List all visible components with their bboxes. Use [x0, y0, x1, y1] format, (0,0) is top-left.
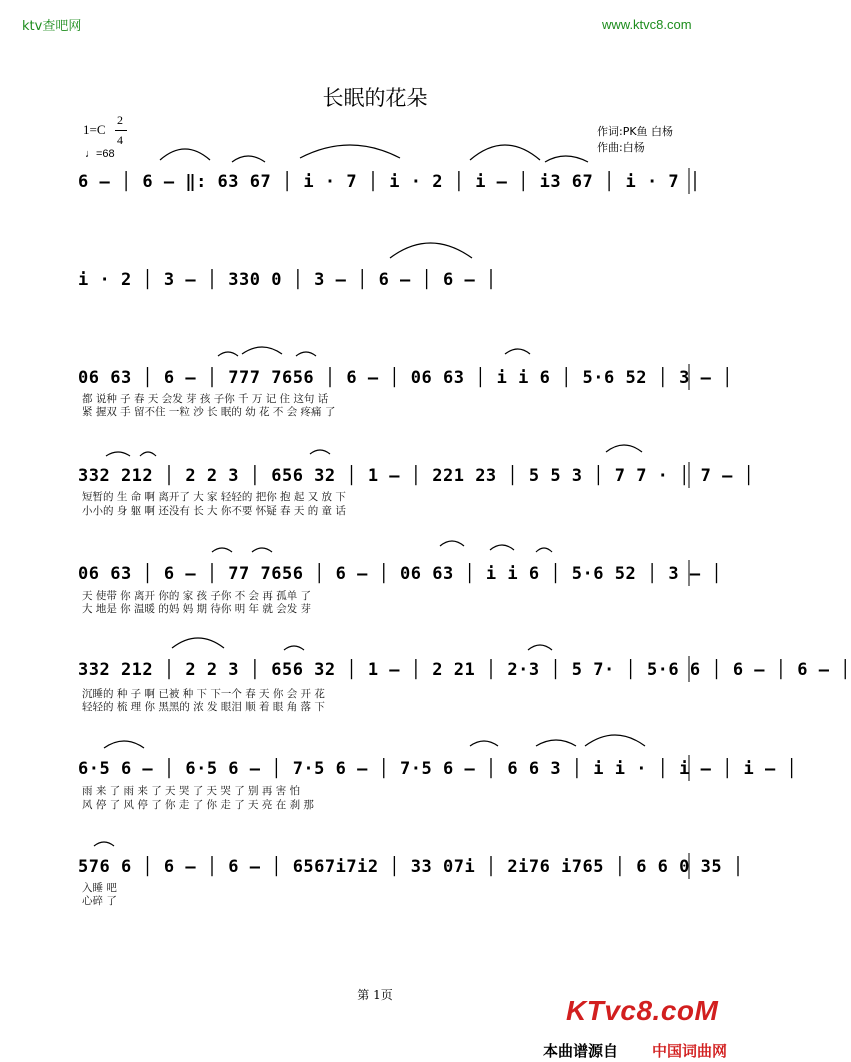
- page-number: 第 1页: [357, 988, 393, 1002]
- watermark-left: ktv查吧网: [22, 19, 82, 34]
- lyric-line-3b: 紧 握双 手 留不住 一粒 沙 长 眠的 幼 花 不 会 疼痛 了: [82, 406, 336, 418]
- time-signature-bottom: 4: [117, 133, 123, 147]
- lyric-line-6a: 沉睡的 种 子 啊 已被 种 下 下一个 春 天 你 会 开 花: [82, 688, 325, 700]
- time-signature-top: 2: [117, 113, 123, 127]
- notation-line-8: 576 6 │ 6 – │ 6 – │ 6567i7i2 │ 33 07i │ 2i76 i765 │ 6 6 0 35 │: [78, 857, 744, 877]
- notation-line-5: 06 63 │ 6 – │ 77 7656 │ 6 – │ 06 63 │ i i 6 │ 5·6 52 │ 3 – │: [78, 564, 723, 584]
- lyric-line-5b: 大 地是 你 温暖 的妈 妈 期 待你 明 年 就 会发 芽: [82, 603, 312, 615]
- footer-source-label: 本曲谱源自: [543, 1042, 619, 1060]
- lyric-line-6b: 轻轻的 梳 理 你 黑黑的 浓 发 眼泪 顺 着 眼 角 落 下: [82, 701, 325, 713]
- notation-line-7: 6·5 6 – │ 6·5 6 – │ 7·5 6 – │ 7·5 6 – │ 6 6 3 │ i i · │ i – │ i – │: [78, 759, 798, 779]
- notation-line-6: 332 212 │ 2 2 3 │ 656 32 │ 1 – │ 2 21 │ 2·3 │ 5 7· │ 5·6 6 │ 6 – │ 6 – │: [78, 660, 851, 680]
- lyricist-credit: 作词:PK鱼 白杨: [597, 125, 674, 138]
- lyric-line-8b: 心碎 了: [82, 895, 117, 907]
- ktvc8-logo: [566, 995, 718, 1029]
- lyric-line-8a: 入睡 吧: [82, 882, 117, 894]
- lyric-line-4b: 小小的 身 躯 啊 还没有 长 大 你不要 怀疑 春 天 的 童 话: [82, 505, 346, 517]
- composer-credit: 作曲:白杨: [597, 141, 645, 154]
- lyric-line-5a: 天 使带 你 离开 你的 家 孩 子你 不 会 再 孤单 了: [82, 590, 312, 602]
- lyric-line-7a: 雨 来 了 雨 来 了 天 哭 了 天 哭 了 别 再 害 怕: [82, 785, 301, 797]
- notation-line-2: i · 2 │ 3 – │ 330 0 │ 3 – │ 6 – │ 6 – │: [78, 270, 497, 290]
- watermark-right: www.ktvc8.com: [602, 17, 692, 32]
- logo-text: KTvc8.coM: [566, 995, 719, 1026]
- footer-site-name: 中国词曲网: [652, 1042, 728, 1060]
- lyric-line-4a: 短暂的 生 命 啊 离开了 大 家 轻轻的 把你 抱 起 又 放 下: [82, 491, 346, 503]
- key-signature: 1=C: [83, 122, 106, 137]
- notation-line-1: 6 – │ 6 – ‖: 63 67 │ i · 7 │ i · 2 │ i – │ i3 67 │ i · 7 │: [78, 172, 701, 192]
- song-title: 长眠的花朵: [322, 86, 428, 110]
- notation-line-4: 332 212 │ 2 2 3 │ 656 32 │ 1 – │ 221 23 │ 5 5 3 │ 7 7 · │ 7 – │: [78, 466, 755, 486]
- lyric-line-7b: 风 停 了 风 停 了 你 走 了 你 走 了 天 亮 在 刹 那: [82, 799, 314, 811]
- notation-line-3: 06 63 │ 6 – │ 777 7656 │ 6 – │ 06 63 │ i i 6 │ 5·6 52 │ 3 – │: [78, 368, 733, 388]
- tempo-marking: ♩=68: [85, 148, 115, 160]
- lyric-line-3a: 都 说种 子 春 天 会发 芽 孩 子你 千 万 记 住 这句 话: [82, 393, 329, 405]
